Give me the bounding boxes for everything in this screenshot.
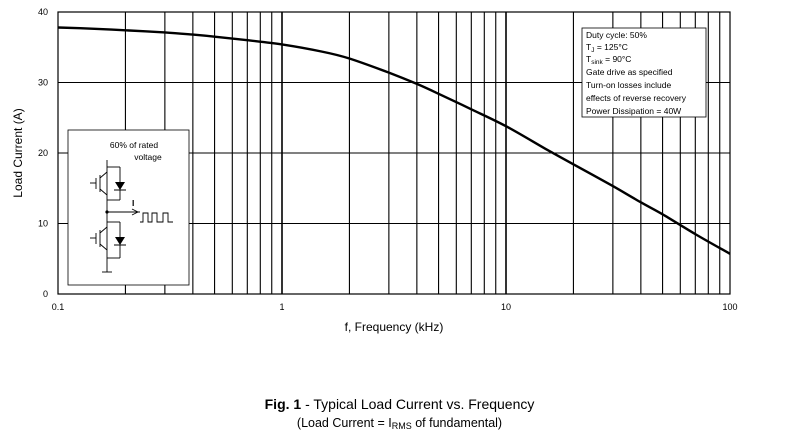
- condition-power-dissipation: Power Dissipation = 40W: [586, 106, 682, 116]
- x-tick-label: 1: [279, 302, 285, 312]
- inset-current-label: I: [132, 198, 135, 208]
- note-subscript: RMS: [391, 421, 412, 431]
- y-tick-label: 20: [37, 148, 48, 158]
- inset-rated-voltage-line2: voltage: [134, 152, 162, 162]
- x-tick-label: 10: [500, 302, 512, 312]
- x-axis-title: f, Frequency (kHz): [344, 320, 444, 334]
- y-tick-label: 40: [37, 7, 48, 17]
- x-tick-label: 0.1: [51, 302, 65, 312]
- conditions-box: [582, 28, 706, 117]
- condition-turn-on: Turn-on losses include: [586, 80, 672, 90]
- condition-gate-drive: Gate drive as specified: [586, 67, 673, 77]
- condition-tsink: $T_{sink} = 90^\circ C$: [586, 54, 632, 66]
- inset-rated-voltage-line1: 60% of rated: [109, 140, 159, 150]
- x-tick-label: 100: [722, 302, 738, 312]
- note-suffix: of fundamental): [411, 416, 503, 430]
- y-tick-label: 10: [37, 218, 48, 229]
- inset-circuit: [68, 130, 189, 285]
- figure-note: [0, 416, 799, 431]
- note-prefix: (Load Current = I: [296, 416, 392, 430]
- y-tick-label: 30: [37, 77, 48, 88]
- condition-duty-cycle: Duty cycle: 50%: [586, 30, 647, 40]
- y-axis-title: Load Current (A): [11, 108, 25, 198]
- figure-caption: [0, 396, 799, 412]
- figure-label: Fig. 1: [264, 396, 302, 412]
- condition-reverse-recovery: effects of reverse recovery: [586, 93, 686, 103]
- y-tick-label: 0: [42, 289, 48, 299]
- figure-title: - Typical Load Current vs. Frequency: [301, 396, 535, 412]
- condition-tj: $T_J = 125^\circ C$: [586, 42, 628, 54]
